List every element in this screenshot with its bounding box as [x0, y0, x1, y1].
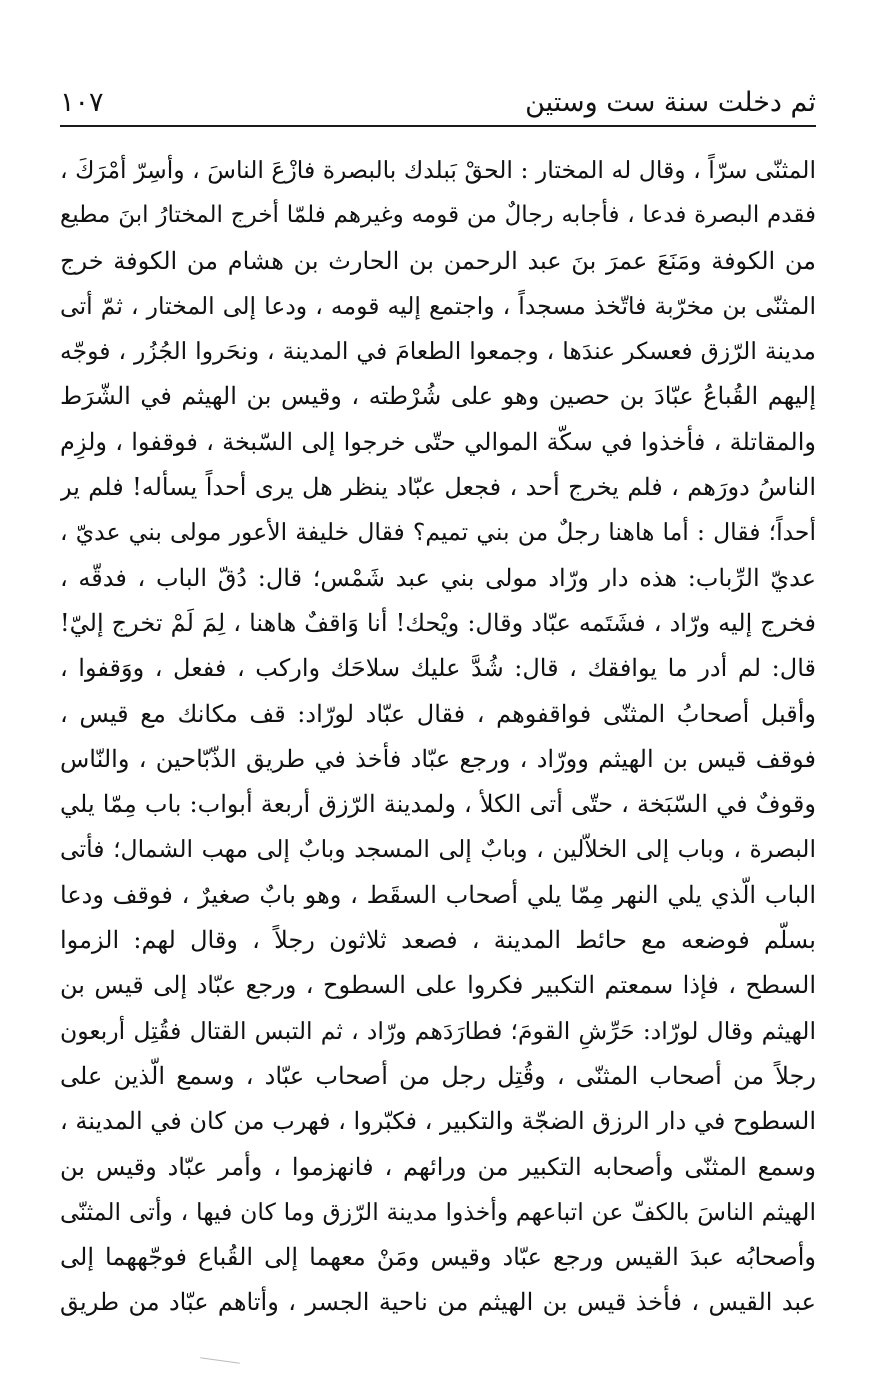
text-line: رجلاً من أصحاب المثنّى ، وقُتِل رجل من أصحاب عبّاد ، وسمع الّذين على: [60, 1061, 816, 1090]
text-line: السطح ، فإذا سمعتم التكبير فكروا على السطوح ، ورجع عبّاد إلى قيس بن: [60, 971, 816, 1000]
text-line: من الكوفة ومَنَعَ عمرَ بنَ عبد الرحمن بن الحارث بن هشام من الكوفة خرج: [60, 246, 816, 275]
running-header-title: ثم دخلت سنة ست وستين: [525, 87, 816, 118]
text-line: المثنّى سرّاً ، وقال له المختار : الحقْ بَبلدك بالبصرة فازْعَ الناسَ ، وأسِرّ أمْرَكَ ،: [60, 156, 816, 184]
text-line: بسلّم فوضعه مع حائط المدينة ، فصعد ثلاثون رجلاً ، وقال لهم: الزموا: [60, 926, 816, 955]
text-line: البصرة ، وباب إلى الخلاّلين ، وبابٌ إلى المسجد وبابٌ إلى مهب الشمال؛ فأتى: [60, 835, 816, 864]
running-header: [60, 80, 816, 124]
text-line: فخرج إليه ورّاد ، فشَتَمه عبّاد وقال: ويْحك! أنا وَاقفٌ هاهنا ، لِمَ لَمْ تخرج إليّ!: [60, 608, 816, 637]
text-line: عبد القيس ، فأخذ قيس بن الهيثم من ناحية الجسر ، وأتاهم عبّاد من طريق: [60, 1288, 816, 1317]
text-line: عديّ الرِّباب: هذه دار ورّاد مولى بني عبد شَمْس؛ قال: دُقّ الباب ، فدقّه ،: [60, 563, 816, 592]
text-line: إليهم القُباعُ عبّادَ بن حصين وهو على شُرْطته ، وقيس بن الهيثم في الشّرَط: [60, 382, 816, 411]
text-line: فقدم البصرة فدعا ، فأجابه رجالٌ من قومه وغيرهم فلمّا أخرج المختارُ ابنَ مطيع: [60, 202, 816, 229]
text-line: قال: لم أدر ما يوافقك ، قال: شُدَّ عليك سلاحَك واركب ، ففعل ، ووَقفوا ،: [60, 654, 816, 683]
text-line: الناسُ دورَهم ، فلم يخرج أحد ، فجعل عبّاد ينظر هل يرى أحداً يسأله! فلم ير: [60, 473, 816, 502]
text-line: الهيثم الناسَ بالكفّ عن اتباعهم وأخذوا مدينة الرّزق وما كان فيها ، وأتى المثنّى: [60, 1197, 816, 1226]
text-line: مدينة الرّزق فعسكر عندَها ، وجمعوا الطعامَ في المدينة ، ونحَروا الجُزُر ، فوجّه: [60, 337, 816, 366]
header-rule: [60, 125, 816, 127]
text-line: فوقف قيس بن الهيثم وورّاد ، ورجع عبّاد فأخذ في طريق الذّبّاحين ، والنّاس: [60, 744, 816, 773]
page-number: ١٠٧: [60, 87, 104, 118]
text-line: الهيثم وقال لورّاد: حَرِّشِ القومَ؛ فطارَدَهم ورّاد ، ثم التبس القتال فقُتِل أربعون: [60, 1016, 816, 1045]
text-line: وسمع المثنّى وأصحابه التكبير من ورائهم ، فانهزموا ، وأمر عبّاد وقيس بن: [60, 1152, 816, 1181]
body-text: [60, 148, 816, 1326]
text-line: وأصحابُه عبدَ القيس ورجع عبّاد وقيس ومَنْ معهما إلى القُباع فوجّههما إلى: [60, 1243, 816, 1272]
text-line: والمقاتلة ، فأخذوا في سكّة الموالي حتّى خرجوا إلى السّبخة ، فوقفوا ، ولزِم: [60, 427, 816, 456]
scan-mark: [200, 1357, 240, 1364]
text-line: أحداً؛ فقال : أما هاهنا رجلٌ من بني تميم؟ فقال خليفة الأعور مولى بني عديّ ،: [60, 518, 816, 547]
text-line: وقوفٌ في السّبَخة ، حتّى أتى الكلأ ، ولمدينة الرّزق أربعة أبواب: باب مِمّا يلي: [60, 790, 816, 819]
text-line: المثنّى بن مخرّبة فاتّخذ مسجداً ، واجتمع إليه قومه ، ودعا إلى المختار ، ثمّ أتى: [60, 291, 816, 320]
text-line: وأقبل أصحابُ المثنّى فواقفوهم ، فقال عبّاد لورّاد: قف مكانك مع قيس ،: [60, 699, 816, 728]
text-line: السطوح في دار الرزق الضجّة والتكبير ، فكبّروا ، فهرب من كان في المدينة ،: [60, 1107, 816, 1136]
text-line: الباب الّذي يلي النهر مِمّا يلي أصحاب السقَط ، وهو بابٌ صغيرٌ ، فوقف ودعا: [60, 880, 816, 909]
